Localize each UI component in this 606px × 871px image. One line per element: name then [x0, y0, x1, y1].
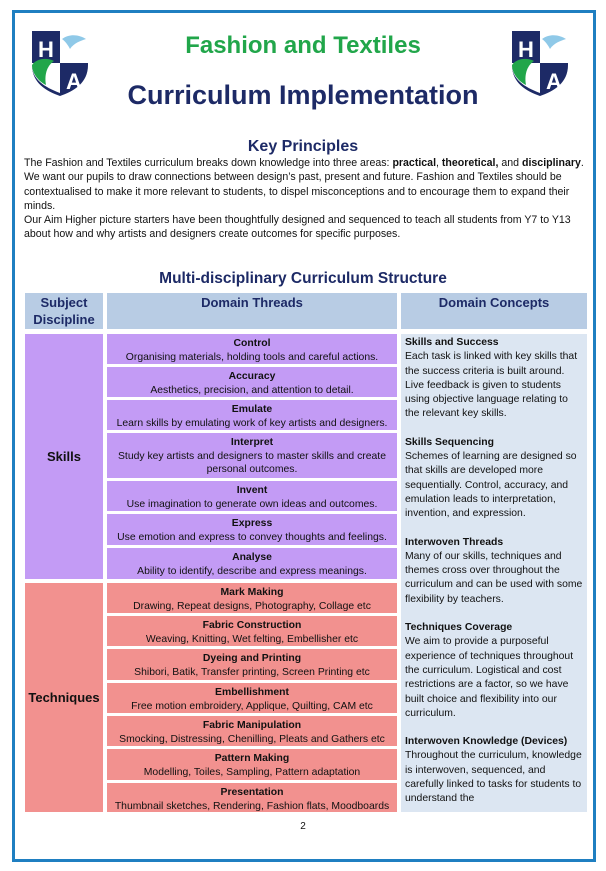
intro-paragraph-1 — [24, 156, 584, 213]
svg-text:H: H — [38, 37, 54, 62]
intro-text: . We want our pupils to draw connections between design’s past, present and future. Fashion and Textiles should be contextualised to make it more relevant to students, to dispel misconceptions and to encourage them to expand their minds. — [24, 157, 584, 212]
thread-presentation — [107, 783, 397, 812]
thread-name: Control — [233, 338, 271, 349]
concept-heading: Skills and Success — [405, 337, 499, 348]
thread-description: Smocking, Distressing, Chenilling, Pleats and Gathers etc — [119, 733, 385, 745]
thread-name: Express — [231, 518, 273, 529]
concept-body: Each task is linked with key skills that the success criteria is built around. Live feedback is given to students using objective language relating to the relevant key skills. — [405, 351, 578, 420]
thread-name: Mark Making — [220, 587, 284, 598]
header-subject-discipline — [25, 293, 103, 329]
svg-text:A: A — [66, 69, 82, 94]
intro-text: , — [436, 157, 442, 169]
svg-text:H: H — [518, 37, 534, 62]
thread-description: Organising materials, holding tools and careful actions. — [125, 351, 379, 363]
concept-heading: Skills Sequencing — [405, 436, 494, 448]
thread-mark-making — [107, 583, 397, 613]
thread-description: Shibori, Batik, Transfer printing, Screen Printing etc — [134, 666, 370, 678]
page-number: 2 — [300, 821, 306, 832]
key-principles-heading: Key Principles — [247, 138, 359, 155]
intro-paragraph-2: Our Aim Higher picture starters have been thoughtfully designed and sequenced to teach all students from Y7 to Y13 about how and why artists and designers create outcomes for specific purposes. — [24, 214, 571, 241]
key-principles-text — [24, 156, 584, 242]
concept-block — [405, 336, 583, 422]
thread-name: Fabric Construction — [202, 620, 302, 631]
document-title: Fashion and Textiles — [185, 32, 421, 59]
thread-invent — [107, 481, 397, 511]
intro-text: The Fashion and Textiles curriculum breaks down knowledge into three areas: — [24, 157, 393, 169]
thread-name: Pattern Making — [214, 753, 290, 764]
header-label: Subject Discipline — [33, 295, 95, 327]
concept-heading: Interwoven Knowledge (Devices) — [405, 736, 568, 748]
document-subtitle: Curriculum Implementation — [127, 80, 479, 110]
intro-text: and — [498, 157, 522, 169]
thread-embellishment — [107, 683, 397, 713]
concept-heading: Interwoven Threads — [405, 536, 504, 548]
concept-block — [405, 436, 583, 522]
thread-description: Ability to identify, describe and express meanings. — [137, 565, 367, 577]
concept-body: Schemes of learning are designed so that skills are developed more sequentially. Control, accuracy, and emulation leads to interpretation, invention, and expression. — [405, 451, 577, 520]
thread-name: Emulate — [231, 404, 273, 415]
domain-concepts-column — [401, 334, 587, 812]
thread-name: Accuracy — [228, 371, 276, 382]
thread-name: Dyeing and Printing — [202, 653, 302, 664]
concept-heading: Techniques Coverage — [405, 622, 513, 634]
thread-interpret — [107, 433, 397, 478]
thread-name: Fabric Manipulation — [202, 720, 302, 731]
thread-description: Study key artists and designers to master skills and create personal outcomes. — [118, 450, 386, 475]
intro-bold-disciplinary: disciplinary — [522, 157, 581, 169]
thread-dyeing-printing — [107, 649, 397, 680]
thread-name: Interpret — [230, 437, 274, 448]
thread-name: Embellishment — [215, 687, 289, 698]
concept-block — [405, 735, 583, 806]
thread-description: Use imagination to generate own ideas and outcomes. — [126, 498, 378, 510]
thread-analyse — [107, 548, 397, 579]
intro-bold-practical: practical — [392, 157, 437, 169]
thread-description: Aesthetics, precision, and attention to detail. — [150, 384, 354, 396]
thread-fabric-construction — [107, 616, 397, 646]
subject-techniques: Techniques — [25, 583, 103, 812]
thread-fabric-manipulation — [107, 716, 397, 746]
header-domain-threads: Domain Threads — [107, 293, 397, 329]
subject-skills: Skills — [25, 334, 103, 579]
thread-description: Free motion embroidery, Applique, Quilting, CAM etc — [131, 700, 373, 712]
intro-bold-theoretical: theoretical, — [441, 157, 499, 169]
thread-emulate — [107, 400, 397, 430]
thread-pattern-making — [107, 749, 397, 780]
concept-body: Throughout the curriculum, knowledge is interwoven, sequenced, and carefully linked to tasks for students to understand the — [405, 750, 582, 805]
concept-body: We aim to provide a purposeful experience of techniques throughout the curriculum. Logistical and cost restrictions are a factor, so we have built choice and flexibility into our curriculum. — [405, 636, 574, 719]
thread-name: Analyse — [232, 552, 272, 563]
thread-description: Learn skills by emulating work of key artists and designers. — [116, 417, 388, 429]
thread-express — [107, 514, 397, 545]
thread-description: Drawing, Repeat designs, Photography, Collage etc — [133, 600, 371, 612]
thread-control — [107, 334, 397, 364]
header-domain-concepts: Domain Concepts — [401, 293, 587, 329]
thread-description: Thumbnail sketches, Rendering, Fashion flats, Moodboards — [114, 800, 390, 812]
svg-text:A: A — [546, 69, 562, 94]
thread-name: Presentation — [220, 787, 284, 798]
thread-name: Invent — [236, 485, 268, 496]
thread-description: Weaving, Knitting, Wet felting, Embellisher etc — [145, 633, 359, 645]
thread-description: Use emotion and express to convey thoughts and feelings. — [117, 531, 387, 543]
thread-accuracy — [107, 367, 397, 397]
concept-body: Many of our skills, techniques and themes cross over throughout the curriculum and can be used with some flexibility by teachers. — [405, 550, 583, 605]
concept-block — [405, 621, 583, 721]
thread-description: Modelling, Toiles, Sampling, Pattern adaptation — [143, 766, 361, 778]
concept-block — [405, 536, 583, 607]
structure-heading: Multi-disciplinary Curriculum Structure — [159, 270, 447, 287]
